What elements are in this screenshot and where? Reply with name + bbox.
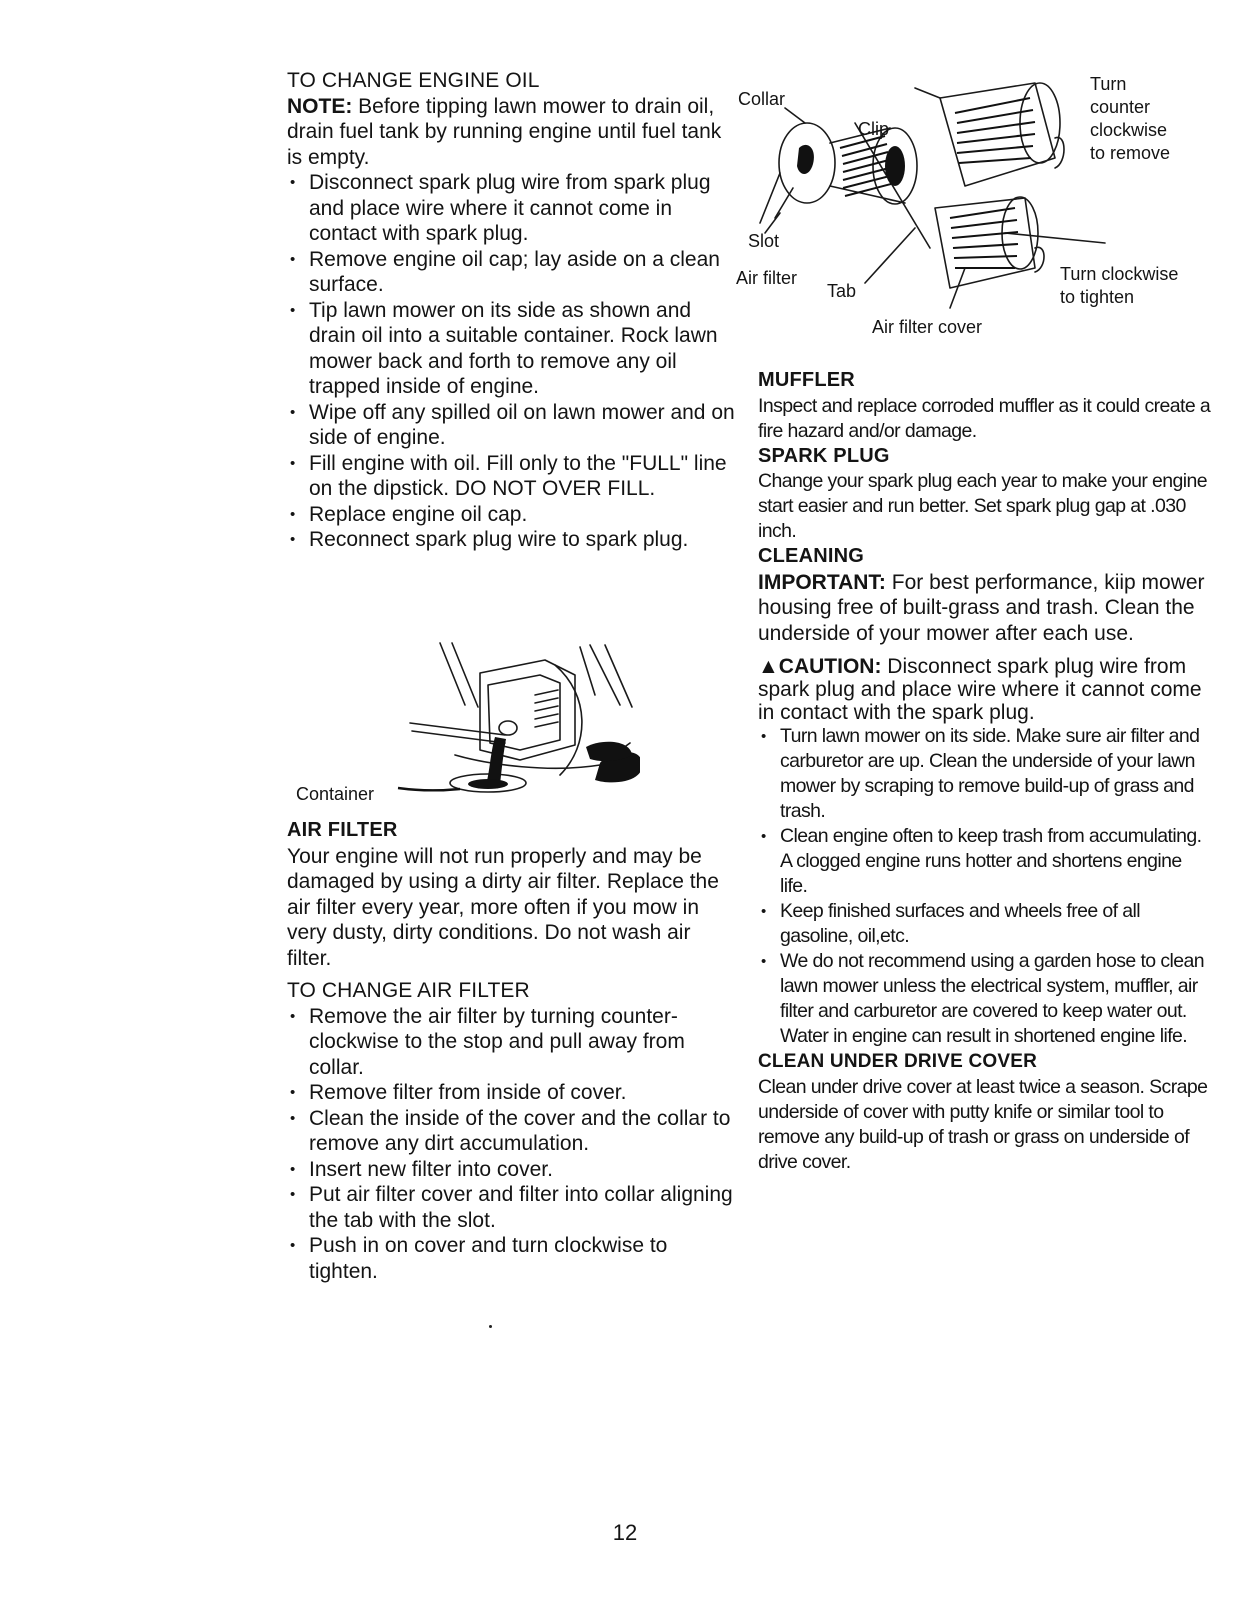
spark-plug-body: Change your spark plug each year to make your engine start easier and run better. Set spark plug gap at .030 inch. xyxy=(758,470,1208,542)
list-item: • Replace engine oil cap. xyxy=(287,502,737,528)
air-filter-cover-label: Air filter cover xyxy=(872,317,983,337)
drive-cover-body: Clean under drive cover at least twice a season. Scrape underside of cover with putty knife or similar tool to remove any build-up of trash or grass on underside of drive cover. xyxy=(758,1075,1208,1173)
tab-label: Tab xyxy=(827,281,857,301)
stray-mark xyxy=(489,1325,492,1328)
caution-icon: ▲ xyxy=(758,655,779,678)
cleaning-steps xyxy=(758,724,1213,1049)
left-column xyxy=(287,68,737,553)
important-label: IMPORTANT: xyxy=(758,570,886,594)
change-oil-steps xyxy=(287,170,737,553)
slot-label: Slot xyxy=(748,231,780,251)
air-filter-figure xyxy=(735,68,1185,353)
important-text: For best performance, kiip mower housing free of built-grass and trash. Clean the underside of your mower after each use. xyxy=(758,570,1205,645)
drive-cover-heading: CLEAN UNDER DRIVE COVER xyxy=(758,1051,1038,1072)
caution-note xyxy=(758,655,1213,724)
collar-label: Collar xyxy=(738,89,786,109)
air-filter-steps xyxy=(287,1004,737,1285)
list-item: • Clean engine often to keep trash from accumulating. A clogged engine runs hotter and shortens engine life. xyxy=(758,824,1213,899)
spark-plug-heading: SPARK PLUG xyxy=(758,444,890,467)
clip-label: Clip xyxy=(858,119,890,139)
list-item: • Keep finished surfaces and wheels free of all gasoline, oil,etc. xyxy=(758,899,1213,949)
list-item: • Remove the air filter by turning counter-clockwise to the stop and pull away from collar. xyxy=(287,1004,737,1081)
list-item: • Wipe off any spilled oil on lawn mower and on side of engine. xyxy=(287,400,737,451)
list-item: • Fill engine with oil. Fill only to the "FULL" line on the dipstick. DO NOT OVER FILL. xyxy=(287,451,737,502)
page-number: 12 xyxy=(612,1520,638,1545)
container-label: Container xyxy=(296,784,375,804)
caution-label: CAUTION: xyxy=(778,655,882,678)
change-oil-heading: TO CHANGE ENGINE OIL xyxy=(287,69,540,92)
list-item: • Remove filter from inside of cover. xyxy=(287,1080,737,1106)
list-item: • Tip lawn mower on its side as shown and drain oil into a suitable container. Rock lawn mower back and forth to remove any oil trapped inside of engine. xyxy=(287,298,737,400)
change-oil-note xyxy=(287,94,737,171)
air-filter-heading: AIR FILTER xyxy=(287,819,398,841)
cleaning-heading: CLEANING xyxy=(758,545,865,567)
air-filter-label: Air filter xyxy=(736,268,798,288)
list-item: • Insert new filter into cover. xyxy=(287,1157,737,1183)
caution-text: Disconnect spark plug wire from spark plug and place wire where it cannot come in contact with the spark plug. xyxy=(758,655,1202,724)
list-item: • Put air filter cover and filter into collar aligning the tab with the slot. xyxy=(287,1182,737,1233)
air-filter-body: Your engine will not run properly and may be damaged by using a dirty air filter. Replace the air filter every year, more often if you mow in very dusty, dirty conditions. Do not wash air filter. xyxy=(287,844,719,970)
list-item: • We do not recommend using a garden hose to clean lawn mower unless the electrical system, muffler, air filter and carburetor are covered to keep water out. Water in engine can result in shortened engine life. xyxy=(758,949,1213,1049)
list-item: • Turn lawn mower on its side. Make sure air filter and carburetor are up. Clean the underside of your lawn mower by scraping to remove build-up of grass and trash. xyxy=(758,724,1213,824)
air-filter-section xyxy=(287,818,737,1284)
list-item: • Disconnect spark plug wire from spark plug and place wire where it cannot come in contact with spark plug. xyxy=(287,170,737,247)
change-air-filter-heading: TO CHANGE AIR FILTER xyxy=(287,979,530,1002)
list-item: • Reconnect spark plug wire to spark plug. xyxy=(287,527,737,553)
list-item: • Push in on cover and turn clockwise to tighten. xyxy=(287,1233,737,1284)
turn-counter-clockwise-label: Turn counter clockwise to remove xyxy=(1090,74,1171,163)
muffler-heading: MUFFLER xyxy=(758,369,855,391)
note-text: Before tipping lawn mower to drain oil, drain fuel tank by running engine until fuel tank is empty. xyxy=(287,94,722,169)
list-item: • Clean the inside of the cover and the collar to remove any dirt accumulation. xyxy=(287,1106,737,1157)
right-column xyxy=(758,368,1213,1175)
list-item: • Remove engine oil cap; lay aside on a clean surface. xyxy=(287,247,737,298)
turn-clockwise-label: Turn clockwise to tighten xyxy=(1060,264,1179,307)
important-note xyxy=(758,570,1213,647)
note-label: NOTE: xyxy=(287,94,353,118)
muffler-body: Inspect and replace corroded muffler as it could create a fire hazard and/or damage. xyxy=(758,394,1211,442)
oil-drain-figure xyxy=(290,635,640,810)
